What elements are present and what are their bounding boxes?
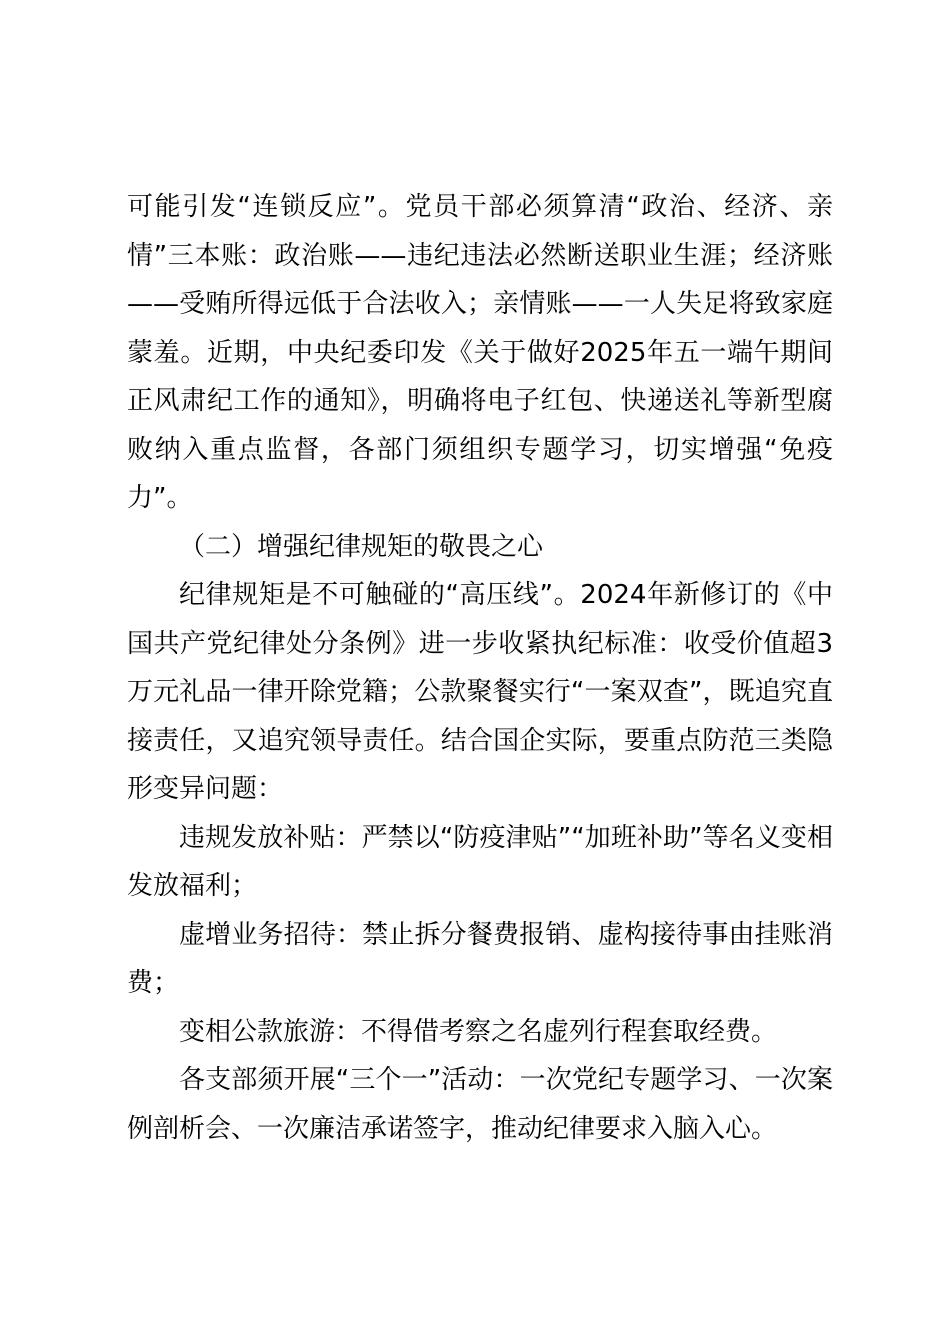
- document-body: [127, 183, 833, 1153]
- list-item-entertainment: 虚增业务招待：禁止拆分餐费报销、虚构接待事由挂账消费；: [127, 919, 833, 998]
- section-heading: （二）增强纪律规矩的敬畏之心: [179, 531, 544, 562]
- list-item-travel: 变相公款旅游：不得借考察之名虚列行程套取经费。: [179, 1016, 778, 1047]
- paragraph-continuation: 可能引发“连锁反应”。党员干部必须算清“政治、经济、亲情”三本账：政治账——违纪违法必然断送职业生涯；经济账——受贿所得远低于合法收入；亲情账——一人失足将致家庭蒙羞。近期，中央纪委印发《关于做好2025年五一端午期间正风肃纪工作的通知》，明确将电子红包、快递送礼等新型腐败纳入重点监督，各部门须组织专题学习，切实增强“免疫力”。: [127, 192, 833, 513]
- list-item-subsidies: 违规发放补贴：严禁以“防疫津贴”“加班补助”等名义变相发放福利；: [127, 822, 833, 901]
- paragraph-activities: 各支部须开展“三个一”活动：一次党纪专题学习、一次案例剖析会、一次廉洁承诺签字，推动纪律要求入脑入心。: [127, 1065, 833, 1144]
- paragraph-discipline-rules: 纪律规矩是不可触碰的“高压线”。2024年新修订的《中国共产党纪律处分条例》进一步收紧执纪标准：收受价值超3万元礼品一律开除党籍；公款聚餐实行“一案双查”，既追究直接责任，又追究领导责任。结合国企实际，要重点防范三类隐形变异问题：: [127, 580, 833, 804]
